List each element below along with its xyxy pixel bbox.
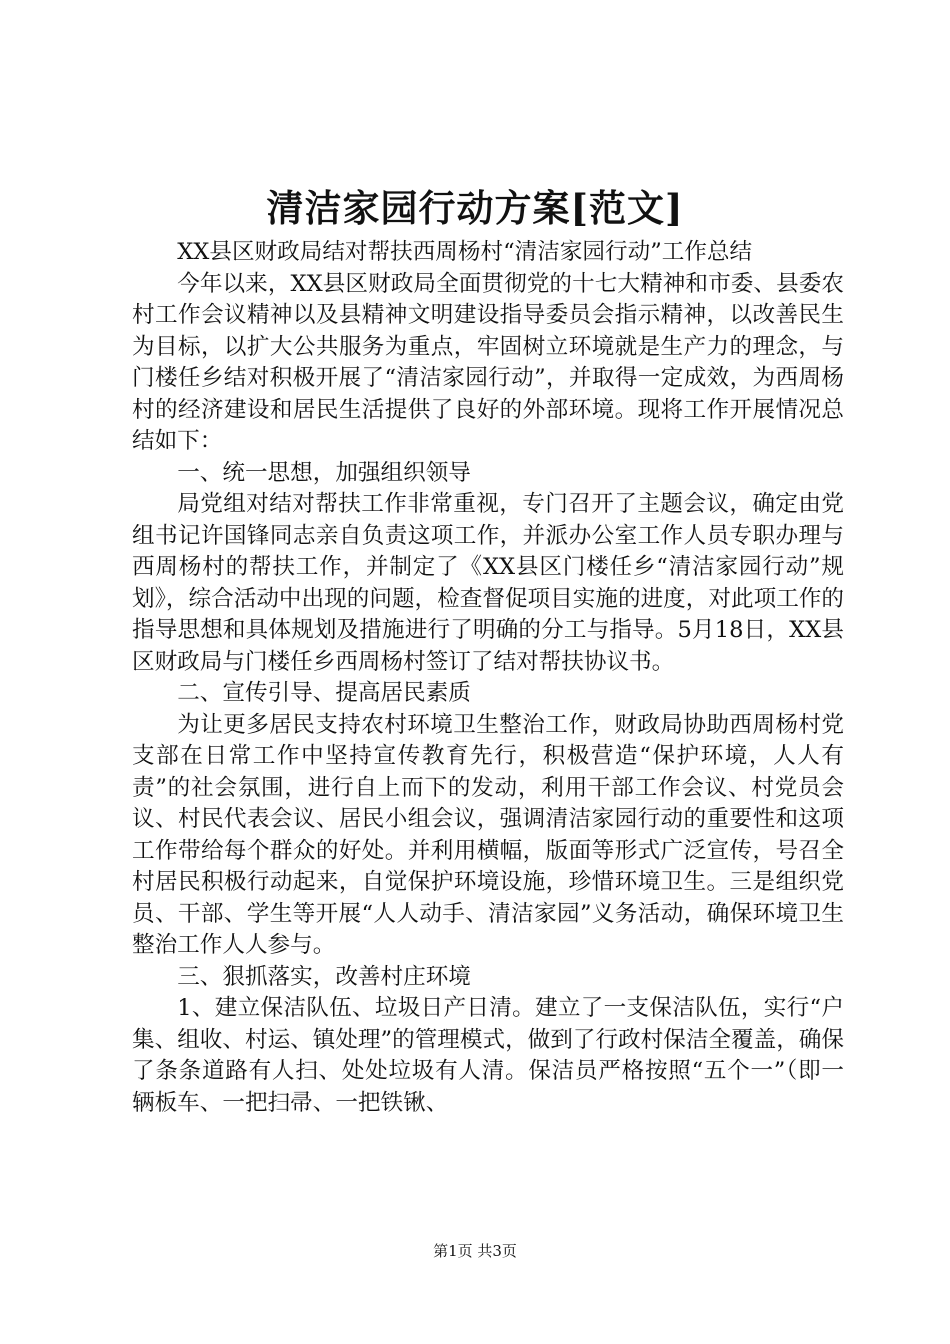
- paragraph-section-1: 局党组对结对帮扶工作非常重视，专门召开了主题会议，确定由党组书记许国锋同志亲自负责这项工作，并派办公室工作人员专职办理与西周杨村的帮扶工作，并制定了《XX县区门楼任乡“清洁家园行动”规划》，综合活动中出现的问题，检查督促项目实施的进度，对此项工作的指导思想和具体规划及措施进行了明确的分工与指导。5月18日，XX县区财政局与门楼任乡西周杨村签订了结对帮扶协议书。: [132, 491, 844, 675]
- section-heading-3: 三、狠抓落实，改善村庄环境: [177, 963, 471, 990]
- paragraph-subtitle: XX县区财政局结对帮扶西周杨村“清洁家园行动”工作总结: [177, 239, 753, 265]
- page-footer: 第1页 共3页: [433, 1242, 517, 1260]
- paragraph-section-3-item-1: 1、建立保洁队伍、垃圾日产日清。建立了一支保洁队伍，实行“户集、组收、村运、镇处理”的管理模式，做到了行政村保洁全覆盖，确保了条条道路有人扫、处处垃圾有人清。保洁员严格按照“五个一”（即一辆板车、一把扫帚、一把铁锹、: [132, 995, 844, 1116]
- paragraph-section-2: 为让更多居民支持农村环境卫生整治工作，财政局协助西周杨村党支部在日常工作中坚持宣传教育先行，积极营造“保护环境，人人有责”的社会氛围，进行自上而下的发动，利用干部工作会议、村党员会议、村民代表会议、居民小组会议，强调清洁家园行动的重要性和这项工作带给每个群众的好处。并利用横幅，版面等形式广泛宣传，号召全村居民积极行动起来，自觉保护环境设施，珍惜环境卫生。三是组织党员、干部、学生等开展“人人动手、清洁家园”义务活动，确保环境卫生整治工作人人参与。: [132, 711, 844, 958]
- section-heading-1: 一、统一思想，加强组织领导: [177, 459, 471, 486]
- document-body: [132, 237, 844, 1119]
- document-title: 清洁家园行动方案[范文]: [266, 186, 684, 230]
- section-heading-2: 二、宣传引导、提高居民素质: [177, 680, 471, 706]
- paragraph-intro: 今年以来，XX县区财政局全面贯彻党的十七大精神和市委、县委农村工作会议精神以及县精神文明建设指导委员会指示精神，以改善民生为目标，以扩大公共服务为重点，牢固树立环境就是生产力的理念，与门楼任乡结对积极开展了“清洁家园行动”，并取得一定成效，为西周杨村的经济建设和居民生活提供了良好的外部环境。现将工作开展情况总结如下：: [132, 270, 844, 454]
